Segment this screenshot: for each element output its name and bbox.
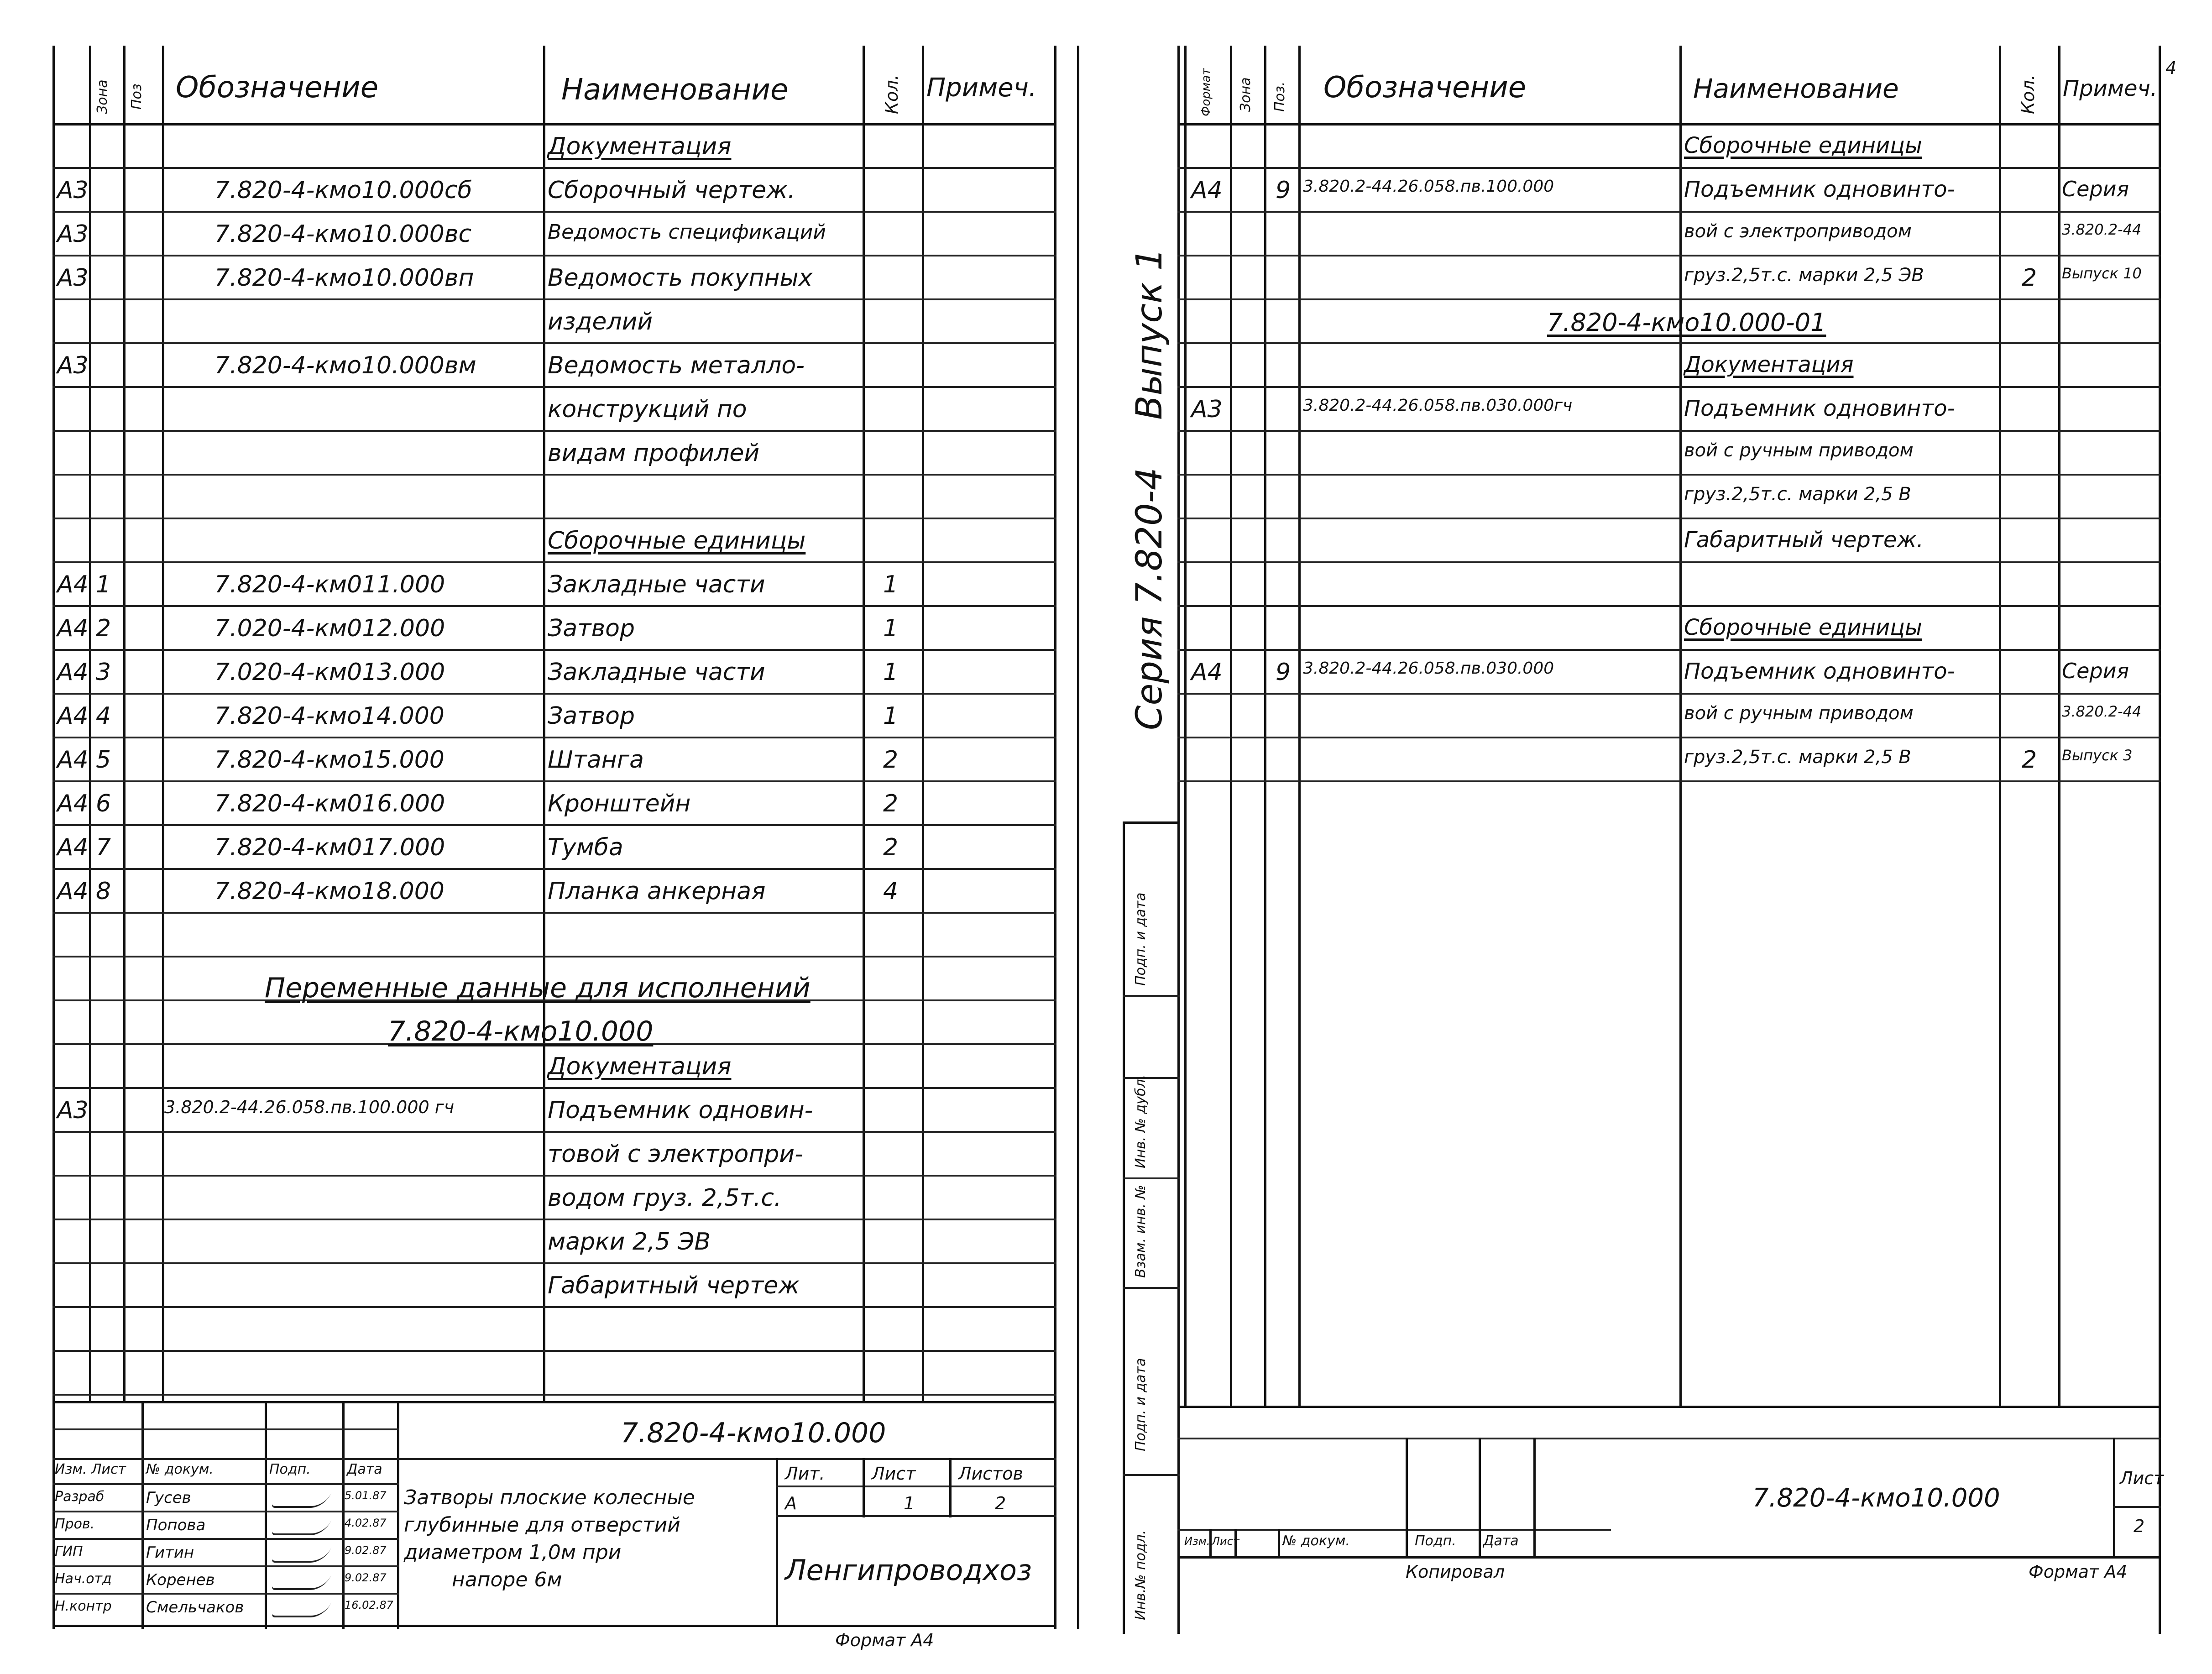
- copied-label: Копировал: [1406, 1562, 1505, 1582]
- row-name: Подъемник одновин-: [548, 1097, 813, 1124]
- row-name: Планка анкерная: [548, 878, 766, 905]
- row-name: Ведомость покупных: [548, 264, 813, 292]
- row-name: Кронштейн: [548, 790, 691, 817]
- row-format: А4: [1191, 659, 1223, 686]
- row-note: Выпуск 3: [2062, 747, 2133, 764]
- person-date: 16.02.87: [345, 1599, 393, 1611]
- row-format: А3: [57, 1097, 89, 1124]
- right-sheet: [1095, 0, 2212, 1674]
- header-pos-r: Поз.: [1272, 81, 1288, 112]
- person-name: Коренев: [146, 1571, 215, 1589]
- row-name: Ведомость металло-: [548, 352, 805, 379]
- stamp-dubl: Инв. № дубл.: [1133, 1074, 1149, 1168]
- row-qty: 1: [883, 659, 899, 686]
- header-format: Формат: [1199, 68, 1213, 116]
- row-name: Подъемник одновинто-: [1684, 177, 1955, 202]
- header-name: Наименование: [561, 73, 789, 107]
- person-date: 9.02.87: [345, 1571, 387, 1584]
- variant-code: 7.820-4-кмо10.000: [388, 1015, 654, 1047]
- header-zone: Зона: [94, 79, 110, 114]
- row-pos: 9: [1276, 177, 1291, 204]
- r-sheet-label: Лист: [2120, 1468, 2164, 1488]
- row-pos: 9: [1276, 659, 1291, 686]
- signature-scribble: [271, 1575, 331, 1590]
- row-name: изделий: [548, 308, 653, 335]
- row-format: А3: [57, 220, 89, 248]
- header-note: Примеч.: [926, 73, 1037, 103]
- row-note: Серия: [2062, 177, 2129, 201]
- sheet-value: 1: [904, 1493, 915, 1513]
- row-name: Ведомость спецификаций: [548, 220, 826, 244]
- person-role: Разраб: [55, 1489, 105, 1505]
- signature-scribble: [271, 1492, 331, 1508]
- row-pos: 8: [96, 878, 111, 905]
- row-designation: 7.820-4-кмо14.000: [214, 702, 444, 730]
- signature-scribble: [271, 1520, 331, 1535]
- row-qty: 2: [2022, 746, 2037, 774]
- row-format: А4: [57, 702, 89, 730]
- stamp-podp-data-1: Подп. и дата: [1133, 1358, 1149, 1451]
- person-date: 5.01.87: [345, 1489, 387, 1502]
- row-designation: 7.820-4-кмо15.000: [214, 746, 444, 774]
- row-designation: 3.820.2-44.26.058.пв.100.000 гч: [164, 1097, 455, 1117]
- stamp-vzam: Взам. инв. №: [1133, 1185, 1149, 1278]
- row-qty: 2: [883, 834, 899, 861]
- row-designation: 3.820.2-44.26.058.пв.100.000: [1303, 177, 1554, 196]
- row-note: 3.820.2-44: [2062, 703, 2142, 720]
- row-designation: 7.820-4-кмо10.000сб: [214, 177, 472, 204]
- signature-scribble: [271, 1547, 331, 1563]
- row-name: Закладные части: [548, 571, 765, 598]
- row-name: Документация: [1684, 352, 1854, 377]
- r-col-sign: Подп.: [1415, 1533, 1456, 1549]
- org-name: Ленгипроводхоз: [785, 1554, 1032, 1587]
- row-name: Сборочные единицы: [548, 527, 806, 555]
- row-note: Выпуск 10: [2062, 265, 2142, 282]
- row-qty: 4: [883, 878, 899, 905]
- person-name: Смельчаков: [146, 1598, 244, 1616]
- corner-number: 4: [2165, 58, 2177, 78]
- person-date: 4.02.87: [345, 1517, 387, 1529]
- person-name: Гитин: [146, 1543, 194, 1562]
- r-col-izm: Изм.: [1184, 1535, 1210, 1548]
- r-sheet-value: 2: [2134, 1516, 2145, 1536]
- description-3: диаметром 1,0м при: [404, 1541, 622, 1564]
- row-format: А3: [1191, 396, 1223, 423]
- row-name: вой с ручным приводом: [1684, 703, 1914, 724]
- description-4: напоре 6м: [452, 1568, 562, 1591]
- row-name: водом груз. 2,5т.с.: [548, 1184, 782, 1212]
- row-name: Подъемник одновинто-: [1684, 659, 1955, 684]
- row-qty: 2: [2022, 264, 2037, 292]
- person-role: Нач.отд: [55, 1571, 112, 1587]
- row-format: А3: [57, 352, 89, 379]
- row-name: Документация: [548, 1053, 732, 1080]
- header-qty-r: Кол.: [2018, 74, 2038, 114]
- row-name: Сборочный чертеж.: [548, 177, 795, 204]
- row-name: груз.2,5т.с. марки 2,5 В: [1684, 747, 1911, 768]
- person-name: Гусев: [146, 1489, 191, 1507]
- row-qty: 2: [883, 746, 899, 774]
- header-pos: Поз: [129, 84, 145, 110]
- lit-value: А: [785, 1493, 797, 1513]
- row-name: Подъемник одновинто-: [1684, 396, 1955, 421]
- person-date: 9.02.87: [345, 1544, 387, 1557]
- row-designation: 7.820-4-кмо10.000вс: [214, 220, 472, 248]
- header-note-r: Примеч.: [2063, 76, 2158, 101]
- row-name: марки 2,5 ЭВ: [548, 1228, 711, 1256]
- row-name: Габаритный чертеж.: [1684, 527, 1924, 553]
- person-name: Попова: [146, 1516, 206, 1534]
- row-name: видам профилей: [548, 439, 760, 467]
- row-format: А4: [57, 659, 89, 686]
- lit-label: Лит.: [785, 1464, 825, 1484]
- row-name: Штанга: [548, 746, 644, 774]
- row-format: А4: [57, 878, 89, 905]
- row-designation: 7.820-4-км011.000: [214, 571, 445, 598]
- row-note: Серия: [2062, 659, 2129, 683]
- col-list: Лист: [91, 1461, 126, 1477]
- person-role: Пров.: [55, 1516, 95, 1532]
- col-doc: № докум.: [146, 1461, 214, 1477]
- row-format: А4: [57, 746, 89, 774]
- variant-heading: Переменные данные для исполнений: [265, 972, 811, 1004]
- row-name: конструкций по: [548, 396, 747, 423]
- sheets-label: Листов: [958, 1464, 1023, 1484]
- left-sheet: [0, 0, 1095, 1674]
- row-designation: 7.820-4-кмо18.000: [214, 878, 444, 905]
- row-name: груз.2,5т.с. марки 2,5 В: [1684, 484, 1911, 505]
- row-qty: 2: [883, 790, 899, 817]
- stamp-podp-data-2: Подп. и дата: [1133, 892, 1149, 986]
- col-date: Дата: [347, 1461, 382, 1477]
- row-name: груз.2,5т.с. марки 2,5 ЭВ: [1684, 265, 1924, 286]
- row-designation: 7.820-4-км016.000: [214, 790, 445, 817]
- r-title-code: 7.820-4-кмо10.000: [1752, 1483, 2000, 1513]
- r-col-list: Лист: [1212, 1535, 1239, 1548]
- row-pos: 7: [96, 834, 111, 861]
- header-designation: Обозначение: [176, 71, 379, 105]
- right-footer: Формат А4: [2029, 1562, 2128, 1582]
- row-name: Габаритный чертеж: [548, 1272, 800, 1299]
- row-designation: 7.820-4-кмо10.000вп: [214, 264, 474, 292]
- row-name: Затвор: [548, 615, 635, 642]
- row-designation: 7.020-4-км013.000: [214, 659, 445, 686]
- person-role: Н.контр: [55, 1598, 112, 1614]
- row-format: А3: [57, 264, 89, 292]
- row-pos: 2: [96, 615, 111, 642]
- row-format: А4: [1191, 177, 1223, 204]
- sheet-label: Лист: [872, 1464, 916, 1484]
- col-izm: Изм.: [55, 1461, 87, 1477]
- person-role: ГИП: [55, 1543, 83, 1559]
- row-designation: 3.820.2-44.26.058.пв.030.000гч: [1303, 396, 1573, 415]
- row-name: Сборочные единицы: [1684, 615, 1922, 640]
- row-name: вой с ручным приводом: [1684, 440, 1914, 461]
- header-designation-r: Обозначение: [1323, 71, 1527, 105]
- sheets-value: 2: [995, 1493, 1006, 1513]
- row-note: 3.820.2-44: [2062, 221, 2142, 238]
- r-col-date: Дата: [1483, 1533, 1519, 1549]
- row-format: А4: [57, 790, 89, 817]
- row-name: Сборочные единицы: [1684, 133, 1922, 158]
- row-format: А4: [57, 571, 89, 598]
- description-1: Затворы плоские колесные: [404, 1486, 695, 1509]
- row-name: Закладные части: [548, 659, 765, 686]
- row-pos: 3: [96, 659, 111, 686]
- row-format: А4: [57, 615, 89, 642]
- row-designation: 7.820-4-км017.000: [214, 834, 445, 861]
- row-name: Тумба: [548, 834, 623, 861]
- stamp-inv-podl: Инв.№ подл.: [1133, 1530, 1149, 1620]
- description-2: глубинные для отверстий: [404, 1513, 680, 1537]
- row-name: товой с электропри-: [548, 1140, 803, 1168]
- variant-code-r: 7.820-4-кмо10.000-01: [1547, 308, 1826, 337]
- row-pos: 1: [96, 571, 111, 598]
- title-code: 7.820-4-кмо10.000: [621, 1417, 886, 1449]
- row-qty: 1: [883, 615, 899, 642]
- signature-scribble: [271, 1602, 331, 1617]
- left-footer: Формат А4: [835, 1630, 934, 1650]
- row-qty: 1: [883, 571, 899, 598]
- row-pos: 4: [96, 702, 111, 730]
- row-qty: 1: [883, 702, 899, 730]
- row-designation: 7.020-4-км012.000: [214, 615, 445, 642]
- row-pos: 6: [96, 790, 111, 817]
- row-designation: 3.820.2-44.26.058.пв.030.000: [1303, 659, 1554, 678]
- row-format: А3: [57, 177, 89, 204]
- issue-label: Выпуск 1: [1129, 248, 1170, 420]
- row-designation: 7.820-4-кмо10.000вм: [214, 352, 476, 379]
- row-name: Затвор: [548, 702, 635, 730]
- row-name: Документация: [548, 133, 732, 160]
- header-name-r: Наименование: [1693, 73, 1899, 104]
- header-zone-r: Зона: [1238, 77, 1254, 112]
- r-col-doc: № докум.: [1282, 1533, 1350, 1549]
- row-pos: 5: [96, 746, 111, 774]
- header-qty: Кол.: [882, 74, 902, 114]
- row-format: А4: [57, 834, 89, 861]
- col-sign: Подп.: [269, 1461, 311, 1477]
- row-name: вой с электроприводом: [1684, 221, 1912, 242]
- series-label: Серия 7.820-4: [1129, 467, 1170, 730]
